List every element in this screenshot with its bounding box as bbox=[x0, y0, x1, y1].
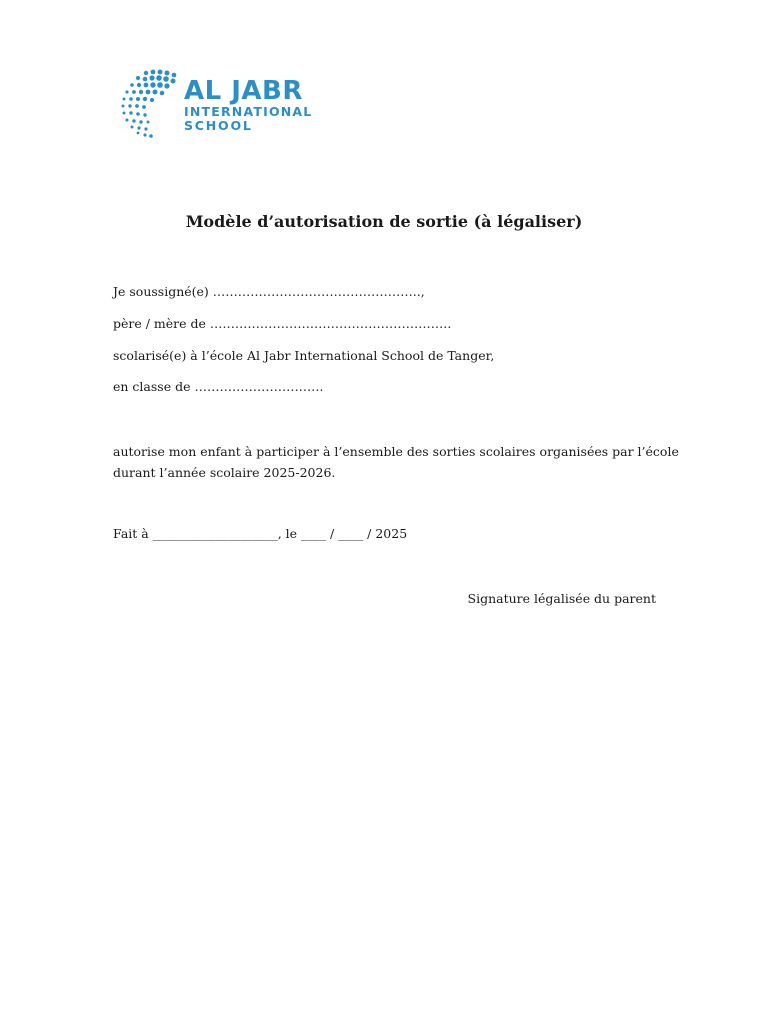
school-logo bbox=[116, 64, 316, 144]
line-classe: en classe de …………………………. bbox=[113, 379, 324, 394]
line-soussigne: Je soussigné(e) ………………………………………….., bbox=[113, 284, 425, 299]
place-date-line: Fait à ____________________, le ____ / ____ / 2025 bbox=[113, 526, 408, 541]
authorization-line-1: autorise mon enfant à participer à l’ensemble des sorties scolaires organisées par l’école bbox=[113, 444, 679, 459]
dot-globe-icon bbox=[116, 64, 186, 144]
signature-label: Signature légalisée du parent bbox=[467, 591, 656, 606]
logo-subtitle-school: SCHOOL bbox=[184, 117, 253, 133]
logo-name: AL JABR bbox=[184, 76, 303, 106]
authorization-line-2: durant l’année scolaire 2025-2026. bbox=[113, 465, 336, 480]
authorization-paragraph bbox=[113, 441, 679, 483]
logo-wordmark bbox=[184, 78, 312, 132]
document-title: Modèle d’autorisation de sortie (à légaliser) bbox=[185, 212, 583, 231]
line-parent: père / mère de …………………………………………………. bbox=[113, 316, 452, 331]
line-ecole: scolarisé(e) à l’école Al Jabr International School de Tanger, bbox=[113, 348, 495, 363]
logo-subtitle-international: INTERNATIONAL bbox=[184, 104, 313, 119]
